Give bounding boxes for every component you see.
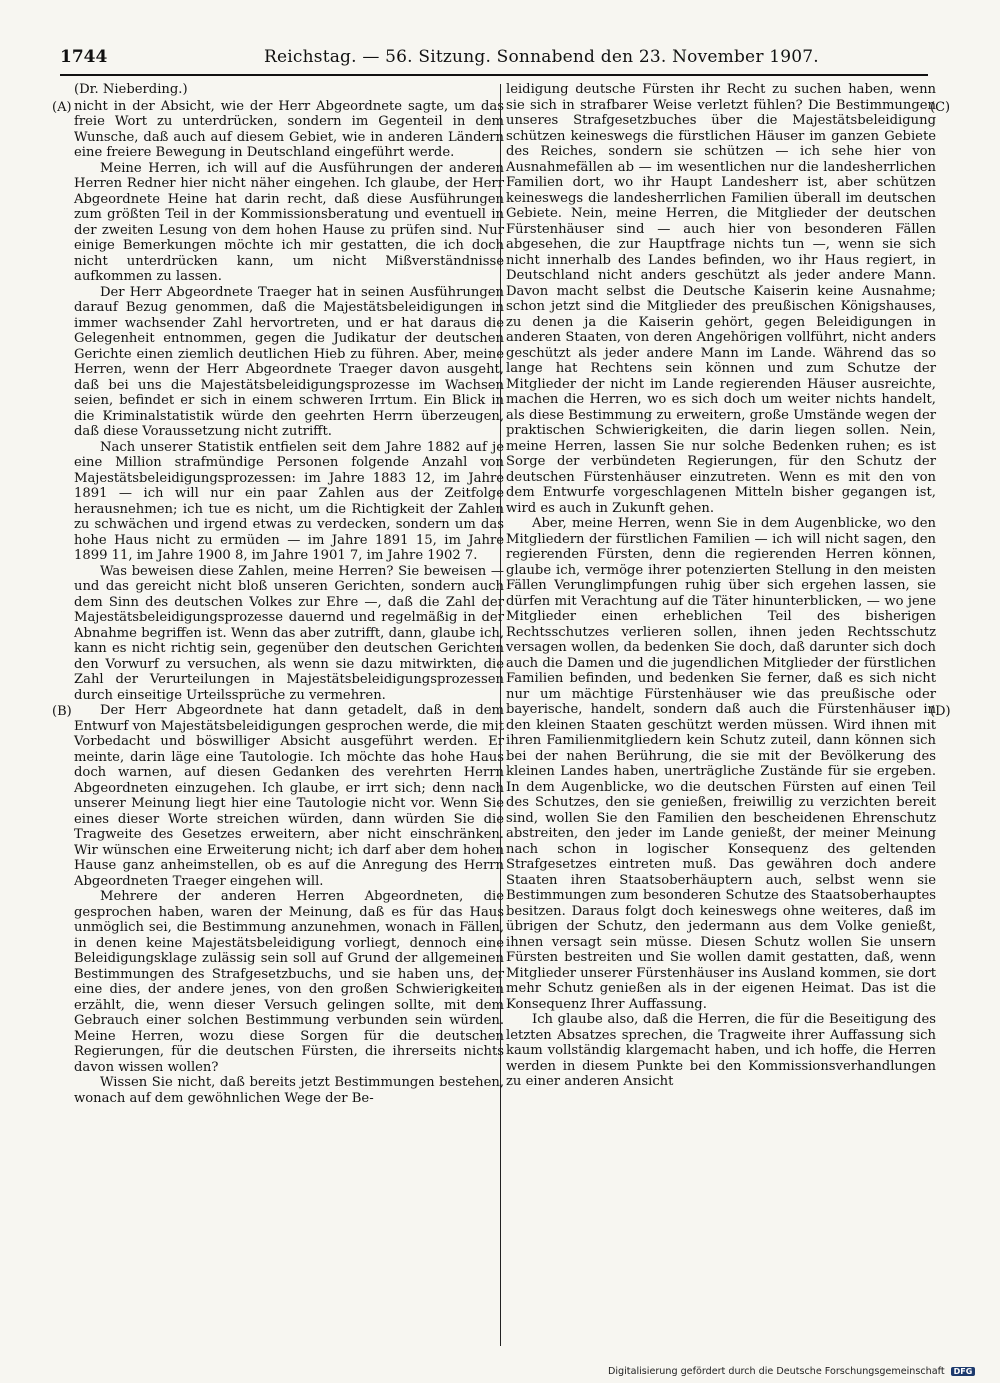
left-column [74, 82, 504, 1106]
margin-marker-d: (D) [930, 704, 951, 719]
paragraph: Was beweisen diese Zahlen, meine Herren? Sie beweisen — und das gereicht nicht bloß unseren Gerichten, sondern auch dem Sinn des deutschen Volkes zur Ehre —, daß die Zahl der Majestätsbeleidigungsprozesse dauernd und regelmäßig in der Abnahme begriffen ist. Wenn das aber zutrifft, dann, glaube ich, kann es nicht richtig sein, gegenüber den deutschen Gerichten den Vorwurf zu versuchen, als wenn sie dazu mitwirkten, die Zahl der Verurteilungen in Majestätsbeleidigungsprozessen durch einseitige Urteilssprüche zu vermehren. [74, 563, 504, 703]
footer-text: Digitalisierung gefördert durch die Deutsche Forschungsgemeinschaft [608, 1366, 945, 1377]
margin-marker-c: (C) [930, 100, 951, 115]
paragraph: nicht in der Absicht, wie der Herr Abgeordnete sagte, um das freie Wort zu unterdrücken, sondern im Gegenteil in dem Wunsche, daß auch auf diesem Gebiet, wie in anderen Ländern eine freiere Bewegung in Deutschland eingeführt werde. [74, 98, 504, 160]
paragraph: Ich glaube also, daß die Herren, die für die Beseitigung des letzten Absatzes sprechen, die Tragweite ihrer Auffassung sich kaum vollständig klargemacht haben, und ich hoffe, die Herren werden in diesem Punkte bei den Kommissionsverhandlungen zu einer anderen Ansicht [506, 1012, 936, 1089]
paragraph: Nach unserer Statistik entfielen seit dem Jahre 1882 auf je eine Million strafmündige Personen folgende Anzahl von Majestätsbeleidigungsprozessen: im Jahre 1883 12, im Jahre 1891 — ich will nur ein paar Zahlen aus der Zeitfolge herausnehmen; ich tue es nicht, um die Richtigkeit der Zahlen zu schwächen und irgend etwas zu verdecken, sondern um das hohe Haus nicht zu ermüden — im Jahre 1891 15, im Jahre 1899 11, im Jahre 1900 8, im Jahre 1901 7, im Jahre 1902 7. [74, 439, 504, 563]
right-column [506, 82, 936, 1090]
digitization-footer [608, 1366, 975, 1377]
paragraph: Aber, meine Herren, wenn Sie in dem Augenblicke, wo den Mitgliedern der fürstlichen Familien — ich will nicht sagen, den regierenden Fürsten, denn die regierenden Herren können, glaube ich, vermöge ihrer potenzierten Stellung in den meisten Fällen Verunglimpfungen ruhig über sich ergehen lassen, sie dürfen mit Verachtung auf die Täter hinunterblicken, — wo jene Mitglieder einen erheblichen Teil des bisherigen Rechtsschutzes verlieren sollen, ihnen jeden Rechtsschutz versagen wollen, da bedenken Sie doch, daß darunter sich doch auch die Damen und die jugendlichen Mitglieder der fürstlichen Familien befinden, und bedenken Sie ferner, daß es sich nicht nur um mächtige Fürstenhäuser wie das preußische oder bayerische, handelt, sondern daß auch die Fürstenhäuser in den kleinen Staaten geschützt werden müssen. Wird ihnen mit ihren Familienmitgliedern kein Schutz zuteil, dann können sich bei der nahen Berührung, die sie mit der Bevölkerung des kleinen Landes haben, unerträgliche Zustände für sie ergeben. In dem Augenblicke, wo die deutschen Fürsten auf einen Teil des Schutzes, den sie genießen, freiwillig zu verzichten bereit sind, wollen Sie den Familien den bescheidenen Ehrenschutz abstreiten, den jeder im Lande genießt, der meiner Meinung nach schon in logischer Konsequenz des geltenden Strafgesetzes eintreten muß. Das gewähren doch andere Staaten ihren Staatsoberhäuptern auch, selbst wenn sie Bestimmungen zum besonderen Schutze des Staatsoberhauptes besitzen. Daraus folgt doch keineswegs ohne weiteres, daß im übrigen der Schutz, den jedermann aus dem Volke genießt, ihnen versagt sein müsse. Diesen Schutz wollen Sie unsern Fürsten bestreiten und Sie wollen damit gestatten, daß, wenn Mitglieder unserer Fürstenhäuser ins Ausland kommen, sie dort mehr Schutz genießen als in der eigenen Heimat. Das ist die Konsequenz Ihrer Auffassung. [506, 516, 936, 1012]
column-divider [500, 84, 501, 1346]
dfg-logo-icon: DFG [951, 1367, 976, 1376]
paragraph: Mehrere der anderen Herren Abgeordneten, die gesprochen haben, waren der Meinung, daß es für das Haus unmöglich sei, die Bestimmung anzunehmen, wonach in Fällen, in denen keine Majestätsbeleidigung vorliegt, dennoch eine Beleidigungsklage zulässig sein soll auf Grund der allgemeinen Bestimmungen des Strafgesetzbuchs, und sie haben uns, der eine dies, der andere jenes, von den großen Schwierigkeiten erzählt, die, wenn dieser Versuch gelingen sollte, mit dem Gebrauch einer solchen Bestimmung verbunden sein würden. Meine Herren, wozu diese Sorgen für die deutschen Regierungen, für die deutschen Fürsten, die ihrerseits nichts davon wissen wollen? [74, 889, 504, 1075]
margin-marker-b: (B) [52, 704, 72, 719]
header-rule [60, 74, 928, 76]
running-header [60, 44, 928, 70]
paragraph: Wissen Sie nicht, daß bereits jetzt Bestimmungen bestehen, wonach auf dem gewöhnlichen Wege der Be- [74, 1075, 504, 1106]
margin-marker-a: (A) [52, 100, 72, 115]
paragraph: Der Herr Abgeordnete Traeger hat in seinen Ausführungen darauf Bezug genommen, daß die Majestätsbeleidigungen in immer wachsender Zahl hervortreten, und er hat daraus die Gelegenheit entnommen, gegen die Judikatur der deutschen Gerichte einen ziemlich deutlichen Hieb zu führen. Aber, meine Herren, wenn der Herr Abgeordnete Traeger davon ausgeht, daß bei uns die Majestätsbeleidigungsprozesse im Wachsen seien, befindet er sich in einem schweren Irrtum. Ein Blick in die Kriminalstatistik würde den geehrten Herrn überzeugen, daß diese Voraussetzung nicht zutrifft. [74, 284, 504, 439]
paragraph: leidigung deutsche Fürsten ihr Recht zu suchen haben, wenn sie sich in strafbarer Weise verletzt fühlen? Die Bestimmungen unseres Strafgesetzbuches über die Majestätsbeleidigung schützen keineswegs die fürstlichen Häuser im ganzen Gebiete des Reiches, sondern sie schützen — ich sehe hier von Ausnahmefällen ab — im wesentlichen nur die landesherrlichen Familien dort, wo ihr Haupt Landesherr ist, aber schützen keineswegs die landesherrlichen Familien überall im deutschen Gebiete. Nein, meine Herren, die Mitglieder der deutschen Fürstenhäuser sind — auch hier von besonderen Fällen abgesehen, die zur Hauptfrage nichts tun —, wenn sie sich nicht innerhalb des Landes befinden, wo ihr Haus regiert, in Deutschland nicht anders geschützt als jeder andere Mann. Davon macht selbst die Deutsche Kaiserin keine Ausnahme; schon jetzt sind die Mitglieder des preußischen Königshauses, zu denen ja die Kaiserin gehört, gegen Beleidigungen in anderen Staaten, von deren Angehörigen vollführt, nicht anders geschützt als jeder andere Mann im Lande. Während das so lange hat Rechtens sein können und zum Schutze der Mitglieder der nicht im Lande regierenden Häuser ausreichte, machen die Herren, wo es sich doch um weiter nichts handelt, als diese Bestimmung zu erweitern, große Umstände wegen der praktischen Schwierigkeiten, die darin liegen sollen. Nein, meine Herren, lassen Sie nur solche Bedenken ruhen; es ist Sorge der verbündeten Regierungen, für den Schutz der deutschen Fürstenhäuser einzutreten. Wenn es mit den von dem Entwurfe vorgeschlagenen Mitteln bisher gegangen ist, wird es auch in Zukunft gehen. [506, 82, 936, 516]
page [52, 44, 951, 1324]
page-number: 1744 [60, 47, 108, 67]
paragraph: Meine Herren, ich will auf die Ausführungen der anderen Herren Redner hier nicht näher eingehen. Ich glaube, der Herr Abgeordnete Heine hat darin recht, daß diese Ausführungen zum größten Teil in der Kommissionsberatung und eventuell in der zweiten Lesung von dem hohen Hause zu prüfen sind. Nur einige Bemerkungen möchte ich mir gestatten, die ich doch nicht unterdrücken kann, um nicht Mißverständnisse aufkommen zu lassen. [74, 160, 504, 284]
speaker-name: (Dr. Nieberding.) [74, 82, 188, 97]
header-title: Reichstag. — 56. Sitzung. Sonnabend den 23. November 1907. [264, 47, 819, 67]
paragraph: Der Herr Abgeordnete hat dann getadelt, daß in dem Entwurf von Majestätsbeleidigungen gesprochen werde, die mit Vorbedacht und böswilliger Absicht ausgeführt werden. Er meinte, darin läge eine Tautologie. Ich möchte das hohe Haus doch warnen, auf diesen Gedanken des verehrten Herrn Abgeordneten einzugehen. Ich glaube, er irrt sich; denn nach unserer Meinung liegt hier eine Tautologie nicht vor. Wenn Sie eines dieser Worte streichen würden, dann würden Sie die Tragweite des Gesetzes erweitern, aber nicht einschränken. Wir wünschen eine Erweiterung nicht; ich darf aber dem hohen Hause ganz anheimstellen, ob es auf die Anregung des Herrn Abgeordneten Traeger eingehen will. [74, 703, 504, 889]
